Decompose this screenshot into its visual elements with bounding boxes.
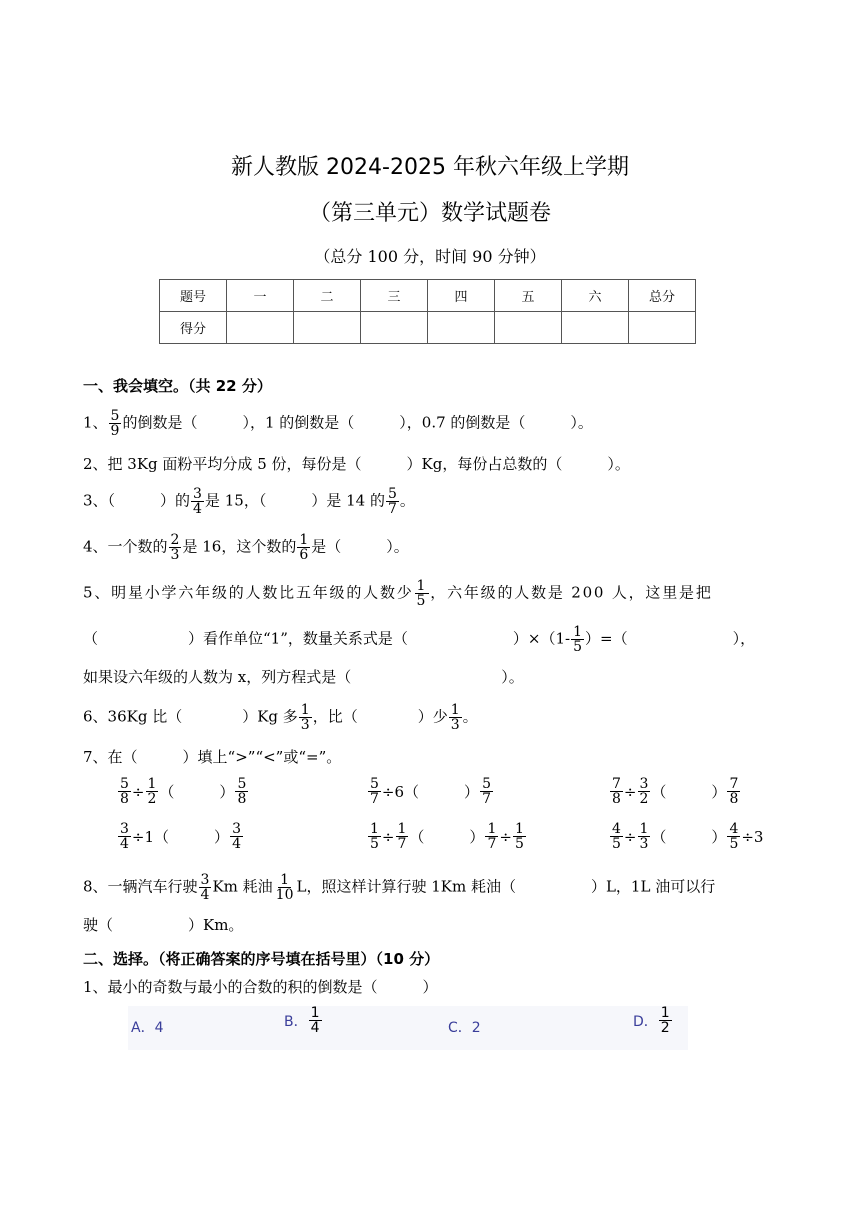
compare-item: $\frac{5}{8}$ ÷ $\frac{1}{2}$ （ ） $\frac{5}{8}$ <box>120 776 247 807</box>
option-b[interactable]: B． $\frac{1}{4}$ <box>284 1005 320 1036</box>
option-d[interactable]: D． $\frac{1}{2}$ <box>633 1005 670 1036</box>
section2-heading: 二、选择。（将正确答案的序号填在括号里）（10 分） <box>83 950 440 968</box>
fraction: $\frac{5}{9}$ <box>110 408 120 439</box>
question-1: 1、 $\frac{5}{9}$ 的倒数是（ ），1 的倒数是（ ），0.7 的倒数是（ ）。 <box>83 408 593 439</box>
fraction: $\frac{1}{10}$ <box>275 872 294 903</box>
option-a[interactable]: A．4 <box>131 1020 164 1036</box>
compare-item: $\frac{4}{5}$ ÷ $\frac{1}{3}$ （ ） $\frac{4}{5}$ ÷3 <box>612 821 764 852</box>
exam-title-line1: 新人教版 2024-2025 年秋六年级上学期 <box>231 155 629 180</box>
question-8-line1: 8、一辆汽车行驶 $\frac{3}{4}$ Km 耗油 $\frac{1}{10}$ L，照这样计算行驶 1Km 耗油（ ）L，1L 油可以行 <box>83 872 716 903</box>
fraction: $\frac{2}{3}$ <box>170 532 180 563</box>
fraction: $\frac{1}{3}$ <box>450 702 460 733</box>
fraction: $\frac{1}{3}$ <box>300 702 310 733</box>
score-header-cell: 一 <box>227 280 294 312</box>
exam-subtitle: （总分 100 分，时间 90 分钟） <box>314 247 546 266</box>
question-5-line2: （ ）看作单位“1”，数量关系式是（ ）×（1- $\frac{1}{5}$ ）=（ ）， <box>83 624 756 655</box>
question-4: 4、一个数的 $\frac{2}{3}$ 是 16，这个数的 $\frac{1}{6}$ 是（ ）。 <box>83 532 409 563</box>
score-header-cell: 六 <box>562 280 629 312</box>
score-cell[interactable] <box>495 312 562 344</box>
score-header-cell: 五 <box>495 280 562 312</box>
answer-blank[interactable]: （ ） <box>404 783 480 801</box>
answer-blank[interactable]: （ ） <box>159 783 235 801</box>
fraction: $\frac{1}{6}$ <box>299 532 309 563</box>
score-cell[interactable] <box>227 312 294 344</box>
question-2: 2、把 3Kg 面粉平均分成 5 份，每份是（ ）Kg，每份占总数的（ ）。 <box>83 455 630 473</box>
compare-item: $\frac{3}{4}$ ÷1 （ ） $\frac{3}{4}$ <box>120 821 241 852</box>
score-header-cell: 总分 <box>629 280 696 312</box>
fraction: $\frac{3}{4}$ <box>200 872 210 903</box>
option-c[interactable]: C．2 <box>448 1020 481 1036</box>
question-7-intro: 7、在（ ）填上“>”“<”或“=”。 <box>83 748 342 766</box>
question-2-1: 1、最小的奇数与最小的合数的积的倒数是（ ） <box>83 978 438 996</box>
fraction: $\frac{3}{4}$ <box>193 486 202 517</box>
answer-blank[interactable]: （ ） <box>154 828 230 846</box>
answer-blank[interactable]: （ ） <box>651 828 727 846</box>
fraction: $\frac{1}{5}$ <box>573 624 582 655</box>
question-3: 3、（ ）的 $\frac{3}{4}$ 是 15，（ ）是 14 的 $\frac{5}{7}$ 。 <box>83 486 415 517</box>
question-5-line3: 如果设六年级的人数为 x，列方程式是（ ）。 <box>83 668 524 686</box>
options-bar <box>128 1006 688 1050</box>
score-cell[interactable] <box>361 312 428 344</box>
question-8-line2: 驶（ ）Km。 <box>83 916 244 934</box>
score-cell[interactable] <box>428 312 495 344</box>
compare-item: $\frac{1}{5}$ ÷ $\frac{1}{7}$ （ ） $\frac{1}{7}$ ÷ $\frac{1}{5}$ <box>370 821 524 852</box>
answer-blank[interactable]: （ ） <box>409 828 485 846</box>
score-table-header-row <box>160 280 696 312</box>
question-5-line1: 5、明星小学六年级的人数比五年级的人数少 $\frac{1}{5}$ ，六年级的人数是 200 人，这里是把 <box>83 578 713 609</box>
score-cell[interactable] <box>562 312 629 344</box>
score-table-score-row <box>160 312 696 344</box>
fraction: $\frac{1}{5}$ <box>416 578 428 609</box>
score-header-cell: 题号 <box>160 280 227 312</box>
score-cell[interactable] <box>629 312 696 344</box>
answer-blank[interactable]: （ ） <box>651 783 727 801</box>
compare-item: $\frac{5}{7}$ ÷6 （ ） $\frac{5}{7}$ <box>370 776 491 807</box>
score-table <box>159 279 696 344</box>
compare-item: $\frac{7}{8}$ ÷ $\frac{3}{2}$ （ ） $\frac{7}{8}$ <box>612 776 739 807</box>
question-6: 6、36Kg 比（ ）Kg 多 $\frac{1}{3}$ ，比（ ）少 $\frac{1}{3}$ 。 <box>83 702 478 733</box>
score-header-cell: 四 <box>428 280 495 312</box>
score-row-label: 得分 <box>160 312 227 344</box>
score-header-cell: 二 <box>294 280 361 312</box>
section1-heading: 一、我会填空。（共 22 分） <box>83 377 272 395</box>
score-cell[interactable] <box>294 312 361 344</box>
exam-title-line2: （第三单元）数学试题卷 <box>308 201 551 226</box>
score-header-cell: 三 <box>361 280 428 312</box>
fraction: $\frac{5}{7}$ <box>387 486 397 517</box>
